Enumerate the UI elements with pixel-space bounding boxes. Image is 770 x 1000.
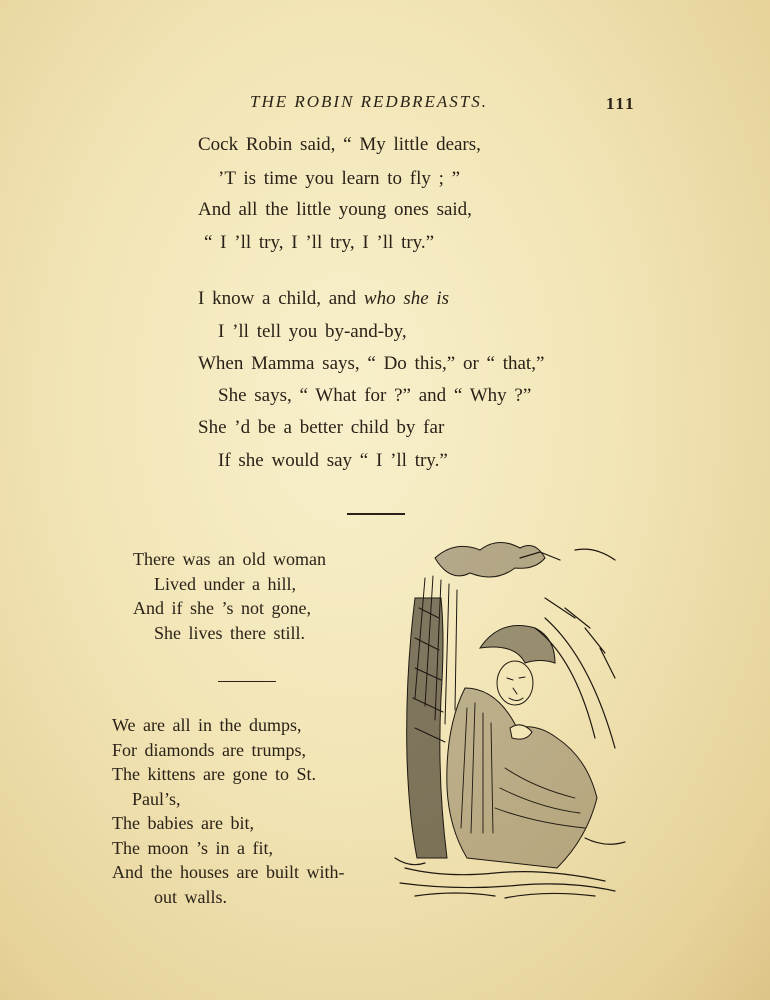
verse-line: And the houses are built with- bbox=[112, 862, 345, 882]
verse-line: For diamonds are trumps, bbox=[112, 740, 306, 760]
verse-line: And if she ’s not gone, bbox=[133, 598, 311, 618]
section-divider bbox=[218, 681, 276, 682]
section-divider bbox=[347, 513, 405, 515]
verse-line: She lives there still. bbox=[154, 623, 305, 643]
verse-italic-text: who she is bbox=[363, 288, 450, 309]
verse-line: “ I ’ll try, I ’ll try, I ’ll try.” bbox=[204, 232, 435, 253]
verse-line-text: I know a child, and bbox=[198, 288, 364, 309]
verse-line: If she would say “ I ’ll try.” bbox=[218, 450, 448, 471]
old-woman-illustration bbox=[385, 538, 640, 908]
verse-line: ’T is time you learn to fly ; ” bbox=[218, 168, 461, 189]
verse-line: Lived under a hill, bbox=[154, 574, 296, 594]
verse-line: She ’d be a better child by far bbox=[198, 417, 445, 438]
verse-line: I ’ll tell you by-and-by, bbox=[218, 321, 407, 342]
verse-line: The moon ’s in a fit, bbox=[112, 838, 273, 858]
verse-line: We are all in the dumps, bbox=[112, 715, 302, 735]
verse-line: And all the little young ones said, bbox=[198, 199, 472, 220]
verse-line: She says, “ What for ?” and “ Why ?” bbox=[218, 385, 532, 406]
running-title: THE ROBIN REDBREASTS. bbox=[250, 92, 488, 111]
verse-line: Cock Robin said, “ My little dears, bbox=[198, 134, 481, 155]
verse-line: Paul’s, bbox=[132, 789, 181, 809]
verse-line bbox=[198, 288, 449, 310]
verse-line: The babies are bit, bbox=[112, 813, 254, 833]
verse-line: out walls. bbox=[154, 887, 227, 907]
engraving-image bbox=[385, 538, 640, 908]
verse-line: When Mamma says, “ Do this,” or “ that,” bbox=[198, 353, 545, 374]
page-number: 111 bbox=[606, 94, 636, 113]
verse-line: There was an old woman bbox=[133, 549, 326, 569]
verse-line: The kittens are gone to St. bbox=[112, 764, 316, 784]
